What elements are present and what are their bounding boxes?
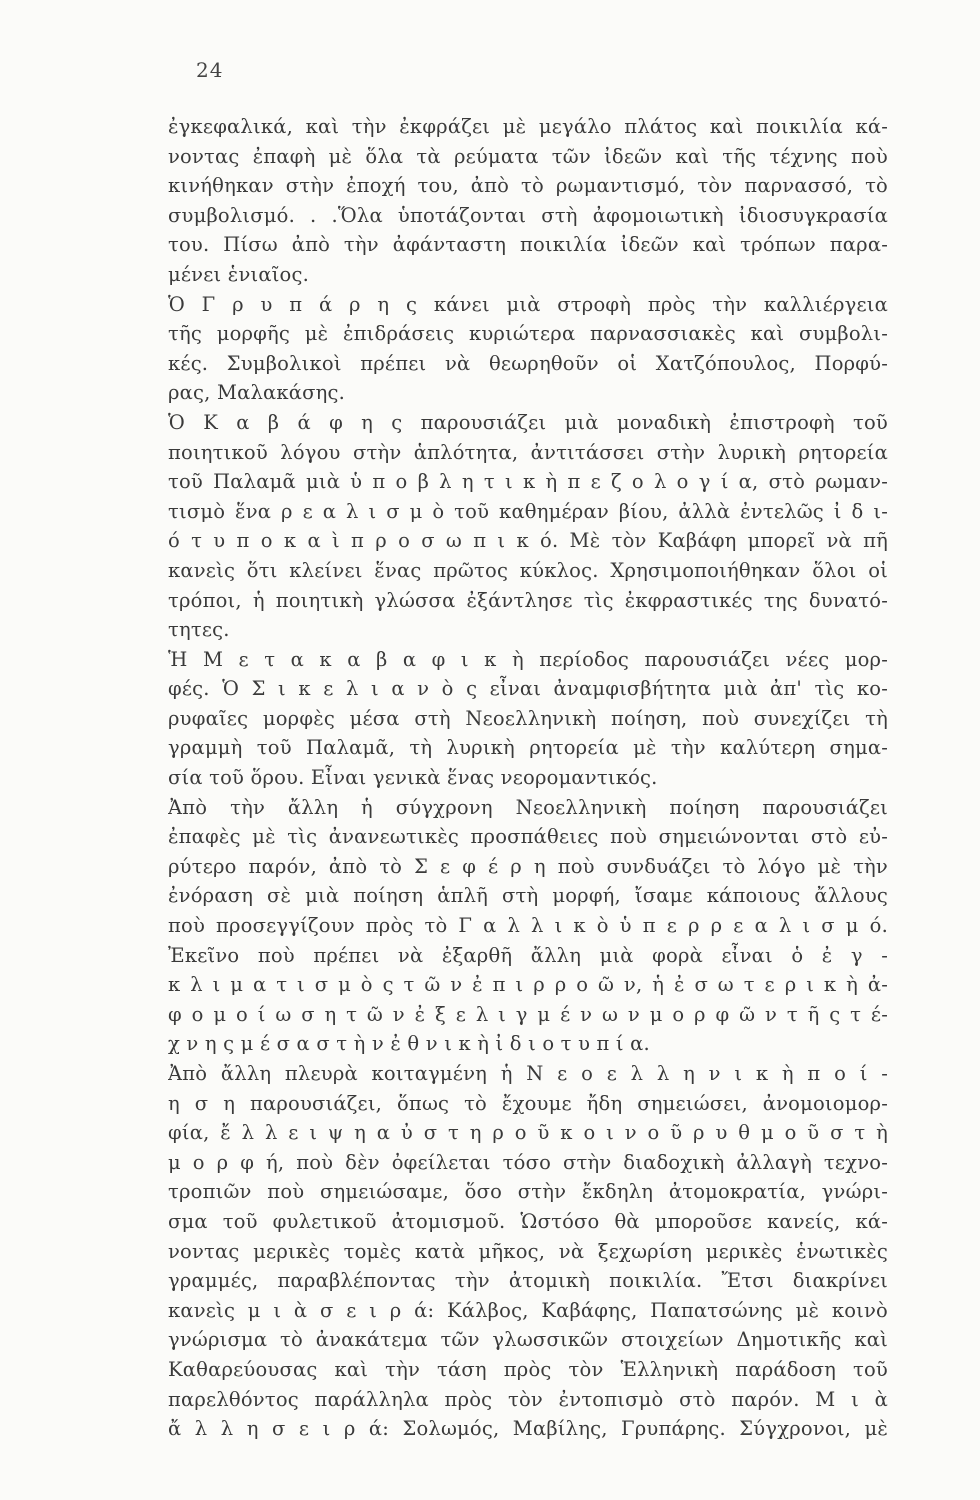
text-line: γνώρισμα τὸ ἀνακάτεμα τῶν γλωσσικῶν στοιχείων Δημοτικῆς καὶ — [168, 1328, 888, 1352]
text-line: γραμμές, παραβλέποντας τὴν ἀτομικὴ ποικιλία. Ἔτσι διακρίνει — [168, 1269, 888, 1293]
text-line: κ λ ι μ α τ ι σ μ ὸ ς τ ῶ ν ἐ π ι ρ ρ ο ῶ ν, ἡ ἐ σ ω τ ε ρ ι κ ὴ ἀ- — [168, 973, 888, 997]
text-line: φία, ἔ λ λ ε ι ψ η α ὐ σ τ η ρ ο ῦ κ ο ι ν ο ῦ ρ υ θ μ ο ῦ σ τ ὴ — [168, 1121, 888, 1145]
text-line: Ἡ Μ ε τ α κ α β α φ ι κ ὴ περίοδος παρουσιάζει νέες μορ- — [168, 647, 888, 671]
text-line: του. Πίσω ἀπὸ τὴν ἀφάνταστη ποικιλία ἰδεῶν καὶ τρόπων παρα- — [168, 233, 888, 257]
body-text — [168, 112, 888, 1444]
text-line: Ἐκεῖνο ποὺ πρέπει νὰ ἐξαρθῆ ἄλλη μιὰ φορὰ εἶναι ὁ ἐ γ - — [168, 943, 888, 967]
text-line: Ἀπὸ ἄλλη πλευρὰ κοιταγμένη ἡ Ν ε ο ε λ λ η ν ι κ ὴ π ο ί - — [168, 1062, 888, 1085]
text-line: ἄ λ λ η σ ε ι ρ ά: Σολωμός, Μαβίλης, Γρυπάρης. Σύγχρονοι, μὲ — [168, 1417, 888, 1441]
text-line: τῆς μορφῆς μὲ ἐπιδράσεις κυριώτερα παρνασσιακὲς καὶ συμβολι- — [168, 322, 888, 346]
text-line: ἐπαφὲς μὲ τὶς ἀνανεωτικὲς προσπάθειες ποὺ σημειώνονται στὸ εὐ- — [168, 825, 888, 849]
text-line: τοῦ Παλαμᾶ μιὰ ὑ π ο β λ η τ ι κ ὴ π ε ζ ο λ ο γ ί α, στὸ ρωμαν- — [168, 470, 888, 494]
text-line: σμα τοῦ φυλετικοῦ ἀτομισμοῦ. Ὡστόσο θὰ μποροῦσε κανείς, κά- — [168, 1209, 888, 1233]
text-line: τροπιῶν ποὺ σημειώσαμε, ὅσο στὴν ἔκδηλη ἀτομοκρατία, γνώρι- — [168, 1180, 888, 1204]
text-line: κές. Συμβολικοὶ πρέπει νὰ θεωρηθοῦν οἱ Χατζόπουλος, Πορφύ- — [168, 351, 888, 375]
text-line: συμβολισμό. . .Ὅλα ὑποτάζονται στὴ ἀφομοιωτικὴ ἰδιοσυγκρασία — [168, 203, 888, 227]
text-line: νοντας μερικὲς τομὲς κατὰ μῆκος, νὰ ξεχωρίση μερικὲς ἑνωτικὲς — [168, 1239, 888, 1263]
text-line: φ ο μ ο ί ω σ η τ ῶ ν ἐ ξ ε λ ι γ μ έ ν ω ν μ ο ρ φ ῶ ν τ ῆ ς τ έ- — [168, 1002, 888, 1026]
text-line: χ ν η ς μ έ σ α σ τ ὴ ν ἐ θ ν ι κ ὴ ἰ δ ι ο τ υ π ί α. — [168, 1032, 650, 1056]
text-line: τητες. — [168, 618, 230, 642]
page-number: 24 — [196, 58, 224, 82]
text-line: κανεὶς ὅτι κλείνει ἕνας πρῶτος κύκλος. Χρησιμοποιήθηκαν ὅλοι οἱ — [168, 558, 888, 582]
text-line: φές. Ὁ Σ ι κ ε λ ι α ν ὸ ς εἶναι ἀναμφισβήτητα μιὰ ἀπ' τὶς κο- — [168, 677, 888, 701]
text-line: Ἀπὸ τὴν ἄλλη ἡ σύγχρονη Νεοελληνικὴ ποίηση παρουσιάζει — [168, 795, 888, 819]
text-line: νοντας ἐπαφὴ μὲ ὅλα τὰ ρεύματα τῶν ἰδεῶν καὶ τῆς τέχνης ποὺ — [168, 144, 888, 168]
text-line: ποὺ προσεγγίζουν πρὸς τὸ Γ α λ λ ι κ ὸ ὑ π ε ρ ρ ε α λ ι σ μ ό. — [168, 914, 888, 938]
text-line: ἐγκεφαλικά, καὶ τὴν ἐκφράζει μὲ μεγάλο πλάτος καὶ ποικιλία κά- — [168, 115, 888, 138]
text-line: κανεὶς μ ι ὰ σ ε ι ρ ά: Κάλβος, Καβάφης, Παπατσώνης μὲ κοινὸ — [168, 1298, 888, 1322]
text-line: τρόποι, ἡ ποιητικὴ γλώσσα ἐξάντλησε τὶς ἐκφραστικές της δυνατό- — [168, 588, 888, 612]
text-line: Ὁ Κ α β ά φ η ς παρουσιάζει μιὰ μοναδικὴ ἐπιστροφὴ τοῦ — [168, 410, 888, 434]
text-line: ἐνόραση σὲ μιὰ ποίηση ἁπλῆ στὴ μορφή, ἴσαμε κάποιους ἄλλους — [168, 884, 888, 908]
text-line: μένει ἑνιαῖος. — [168, 262, 310, 286]
text-line: ρύτερο παρόν, ἀπὸ τὸ Σ ε φ έ ρ η ποὺ συνδυάζει τὸ λόγο μὲ τὴν — [168, 854, 888, 878]
text-line: γραμμὴ τοῦ Παλαμᾶ, τὴ λυρικὴ ρητορεία μὲ τὴν καλύτερη σημα- — [168, 736, 888, 760]
text-line: μ ο ρ φ ή, ποὺ δὲν ὀφείλεται τόσο στὴν διαδοχικὴ ἀλλαγὴ τεχνο- — [168, 1150, 888, 1174]
text-line: Ὁ Γ ρ υ π ά ρ η ς κάνει μιὰ στροφὴ πρὸς τὴν καλλιέργεια — [168, 292, 888, 316]
text-line: ό τ υ π ο κ α ὶ π ρ ο σ ω π ι κ ό. Μὲ τὸν Καβάφη μπορεῖ νὰ πῆ — [168, 529, 888, 553]
text-line: ποιητικοῦ λόγου στὴν ἁπλότητα, ἀντιτάσσει στὴν λυρικὴ ρητορεία — [168, 440, 888, 464]
text-line: τισμὸ ἕνα ρ ε α λ ι σ μ ὸ τοῦ καθημέραν βίου, ἀλλὰ ἐντελῶς ἰ δ ι- — [168, 499, 888, 523]
text-line: παρελθόντος παράλληλα πρὸς τὸν ἐντοπισμὸ στὸ παρόν. Μ ι ὰ — [168, 1387, 888, 1411]
text-line: σία τοῦ ὅρου. Εἶναι γενικὰ ἕνας νεορομαντικός. — [168, 766, 658, 790]
text-line: ρας, Μαλακάσης. — [168, 381, 346, 405]
text-line: η σ η παρουσιάζει, ὅπως τὸ ἔχουμε ἤδη σημειώσει, ἀνομοιομορ- — [168, 1091, 888, 1115]
text-line: κινήθηκαν στὴν ἐποχή του, ἀπὸ τὸ ρωμαντισμό, τὸν παρνασσό, τὸ — [168, 174, 888, 198]
text-line: ρυφαῖες μορφὲς μέσα στὴ Νεοελληνικὴ ποίηση, ποὺ συνεχίζει τὴ — [168, 706, 888, 730]
text-line: Καθαρεύουσας καὶ τὴν τάση πρὸς τὸν Ἑλληνικὴ παράδοση τοῦ — [168, 1357, 888, 1381]
